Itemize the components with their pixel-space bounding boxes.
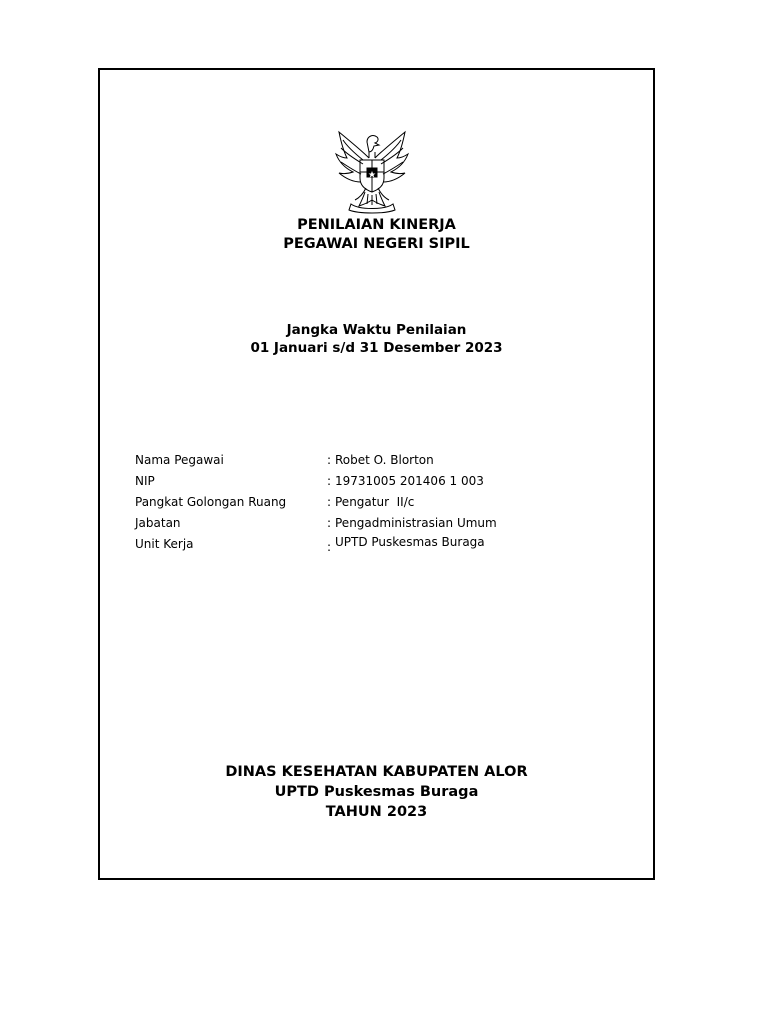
footer-line-1: DINAS KESEHATAN KABUPATEN ALOR <box>225 764 528 780</box>
info-label: Unit Kerja <box>135 537 194 551</box>
info-label: Jabatan <box>135 516 181 530</box>
period-heading: Jangka Waktu Penilaian <box>286 322 467 338</box>
title-line-1: PENILAIAN KINERJA <box>297 217 456 233</box>
period-range: 01 Januari s/d 31 Desember 2023 <box>250 340 503 356</box>
info-value: Robet O. Blorton <box>335 453 434 467</box>
info-colon: : <box>327 495 332 509</box>
info-row-jabatan <box>135 514 555 535</box>
document-title <box>100 216 653 254</box>
footer-line-3: TAHUN 2023 <box>325 804 428 820</box>
info-value: 19731005 201406 1 003 <box>335 474 484 488</box>
info-row-nip <box>135 472 555 493</box>
info-row-pangkat <box>135 493 555 514</box>
info-label: Nama Pegawai <box>135 453 224 467</box>
info-label: NIP <box>135 474 155 488</box>
info-row-nama <box>135 451 555 472</box>
info-row-unit-kerja <box>135 535 555 556</box>
info-colon: : <box>327 516 332 530</box>
employee-info-table <box>135 451 555 556</box>
footer-line-2: UPTD Puskesmas Buraga <box>274 784 479 800</box>
info-colon: : <box>327 474 332 488</box>
info-label: Pangkat Golongan Ruang <box>135 495 287 509</box>
info-colon: : <box>327 540 332 554</box>
info-value: Pengadministrasian Umum <box>335 516 497 530</box>
info-value: UPTD Puskesmas Buraga <box>335 535 485 549</box>
title-line-2: PEGAWAI NEGERI SIPIL <box>283 236 470 252</box>
info-colon: : <box>327 453 332 467</box>
garuda-emblem-icon <box>333 128 411 214</box>
issuing-office <box>100 762 653 822</box>
assessment-period <box>100 321 653 357</box>
info-value: Pengatur II/c <box>335 495 415 509</box>
